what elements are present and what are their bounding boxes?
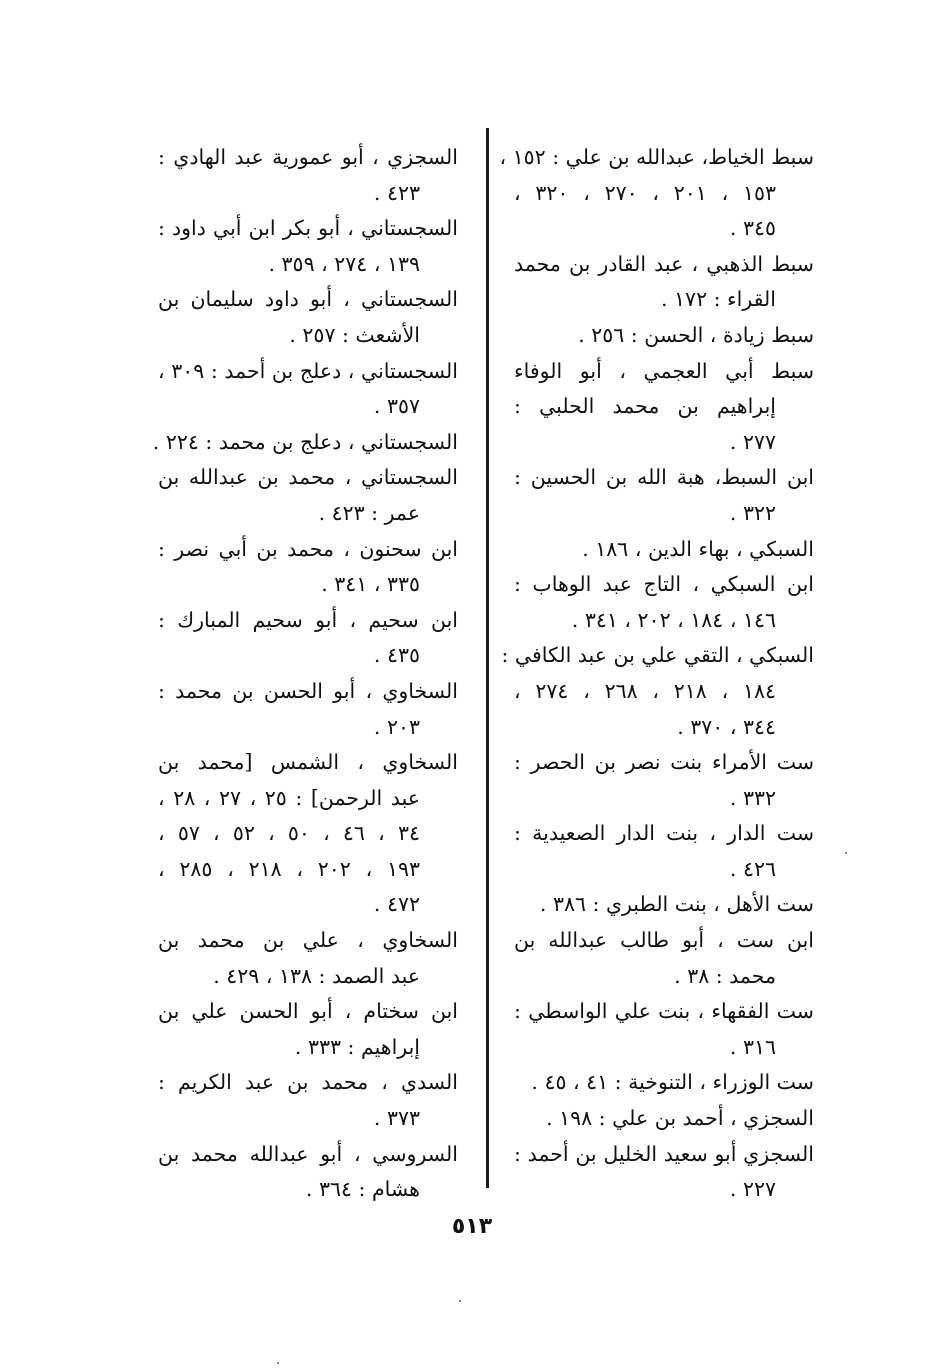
index-line: السخاوي ، علي بن محمد بن bbox=[158, 928, 458, 953]
index-line: سبط أبي العجمي ، أبو الوفاء bbox=[514, 358, 814, 383]
page-number: ٥١٣ bbox=[451, 1214, 493, 1239]
index-line: إبراهيم بن محمد الحلبي : bbox=[514, 394, 776, 419]
scan-speck bbox=[459, 1300, 461, 1302]
index-line: ابن السبط، هبة الله بن الحسين : bbox=[514, 465, 814, 490]
index-line: ٢٠٣ . bbox=[373, 714, 420, 739]
index-line: السدي ، محمد بن عبد الكريم : bbox=[158, 1070, 458, 1095]
index-line: ١٩٣ ، ٢٠٢ ، ٢١٨ ، ٢٨٥ ، bbox=[158, 856, 420, 881]
index-line: عمر : ٤٢٣ . bbox=[318, 500, 420, 525]
index-line: محمد : ٣٨ . bbox=[674, 963, 776, 988]
index-line: ٤٢٣ . bbox=[373, 180, 420, 205]
index-line: هشام : ٣٦٤ . bbox=[305, 1177, 420, 1202]
index-line: القراء : ١٧٢ . bbox=[661, 287, 776, 312]
index-line: السبكي ، التقي علي بن عبد الكافي : bbox=[501, 643, 814, 668]
index-line: إبراهيم : ٣٣٣ . bbox=[294, 1034, 420, 1059]
index-line: ١٨٤ ، ٢١٨ ، ٢٦٨ ، ٢٧٤ ، bbox=[514, 678, 776, 703]
index-line: ابن السبكي ، التاج عبد الوهاب : bbox=[514, 572, 814, 597]
index-line: ٣٣٢ . bbox=[729, 785, 776, 810]
index-line: السجزي ، أحمد بن علي : ١٩٨ . bbox=[546, 1106, 814, 1131]
index-line: ٣٤ ، ٤٦ ، ٥٠ ، ٥٢ ، ٥٧ ، bbox=[158, 821, 420, 846]
scan-speck bbox=[277, 1362, 279, 1364]
index-line: ست الوزراء ، التنوخية : ٤١ ، ٤٥ . bbox=[531, 1070, 814, 1095]
index-line: ٣٣٥ ، ٣٤١ . bbox=[321, 572, 420, 597]
index-line: سبط زيادة ، الحسن : ٢٥٦ . bbox=[578, 322, 814, 347]
index-column-left bbox=[152, 140, 458, 1208]
column-divider bbox=[486, 128, 489, 1188]
index-line: ٤٣٥ . bbox=[373, 643, 420, 668]
index-line: ٣٥٧ . bbox=[373, 394, 420, 419]
index-column-right bbox=[499, 140, 814, 1208]
index-line: ٣٤٥ . bbox=[729, 216, 776, 241]
scan-speck bbox=[845, 852, 847, 854]
index-line: ابن سحيم ، أبو سحيم المبارك : bbox=[158, 607, 458, 632]
index-line: السجستاني ، دعلج بن محمد : ٢٢٤ . bbox=[152, 429, 458, 454]
index-line: السخاوي ، أبو الحسن بن محمد : bbox=[158, 678, 458, 703]
index-line: السجزي ، أبو عمورية عبد الهادي : bbox=[158, 145, 458, 169]
index-line: ابن سختام ، أبو الحسن علي بن bbox=[158, 999, 458, 1024]
index-line: السجستاني ، أبو داود سليمان بن bbox=[158, 287, 458, 312]
index-line: عبد الرحمن] : ٢٥ ، ٢٧ ، ٢٨ ، bbox=[158, 785, 420, 810]
index-line: عبد الصمد : ١٣٨ ، ٤٢٩ . bbox=[213, 963, 420, 988]
index-line: ٢٧٧ . bbox=[729, 429, 776, 454]
index-line: ١٥٣ ، ٢٠١ ، ٢٧٠ ، ٣٢٠ ، bbox=[514, 180, 776, 205]
index-line: ١٣٩ ، ٢٧٤ ، ٣٥٩ . bbox=[268, 251, 420, 276]
index-line: ٤٧٢ . bbox=[373, 892, 420, 917]
index-line: السجستاني ، أبو بكر ابن أبي داود : bbox=[158, 216, 458, 241]
index-line: السبكي ، بهاء الدين ، ١٨٦ . bbox=[582, 536, 814, 561]
index-line: ست الفقهاء ، بنت علي الواسطي : bbox=[514, 999, 814, 1024]
index-line: السجستاني ، دعلج بن أحمد : ٣٠٩ ، bbox=[158, 358, 458, 383]
index-line: ابن ست ، أبو طالب عبدالله بن bbox=[514, 928, 814, 953]
index-line: ٣١٦ . bbox=[729, 1034, 776, 1059]
index-line: سبط الذهبي ، عبد القادر بن محمد bbox=[514, 251, 814, 276]
index-line: السخاوي ، الشمس [محمد بن bbox=[158, 750, 458, 775]
index-line: ست الدار ، بنت الدار الصعيدية : bbox=[514, 821, 814, 846]
index-line: ٣٢٢ . bbox=[729, 500, 776, 525]
index-line: ٣٧٣ . bbox=[373, 1106, 420, 1131]
index-line: ٤٢٦ . bbox=[729, 856, 776, 881]
index-line: ابن سحنون ، محمد بن أبي نصر : bbox=[158, 536, 458, 561]
index-line: ست الأمراء بنت نصر بن الحصر : bbox=[514, 750, 814, 775]
index-line: سبط الخياط، عبدالله بن علي : ١٥٢ ، bbox=[499, 145, 814, 169]
index-line: ٢٢٧ . bbox=[729, 1177, 776, 1202]
index-line: السجزي أبو سعيد الخليل بن أحمد : bbox=[514, 1141, 814, 1166]
index-line: الأشعث : ٢٥٧ . bbox=[289, 322, 420, 347]
index-line: السجستاني ، محمد بن عبدالله بن bbox=[158, 465, 458, 490]
index-line: السروسي ، أبو عبدالله محمد بن bbox=[158, 1141, 458, 1166]
index-line: ١٤٦ ، ١٨٤ ، ٢٠٢ ، ٣٤١ . bbox=[571, 607, 776, 632]
index-line: ست الأهل ، بنت الطبري : ٣٨٦ . bbox=[539, 892, 814, 917]
index-line: ٣٤٤ ، ٣٧٠ . bbox=[677, 714, 776, 739]
